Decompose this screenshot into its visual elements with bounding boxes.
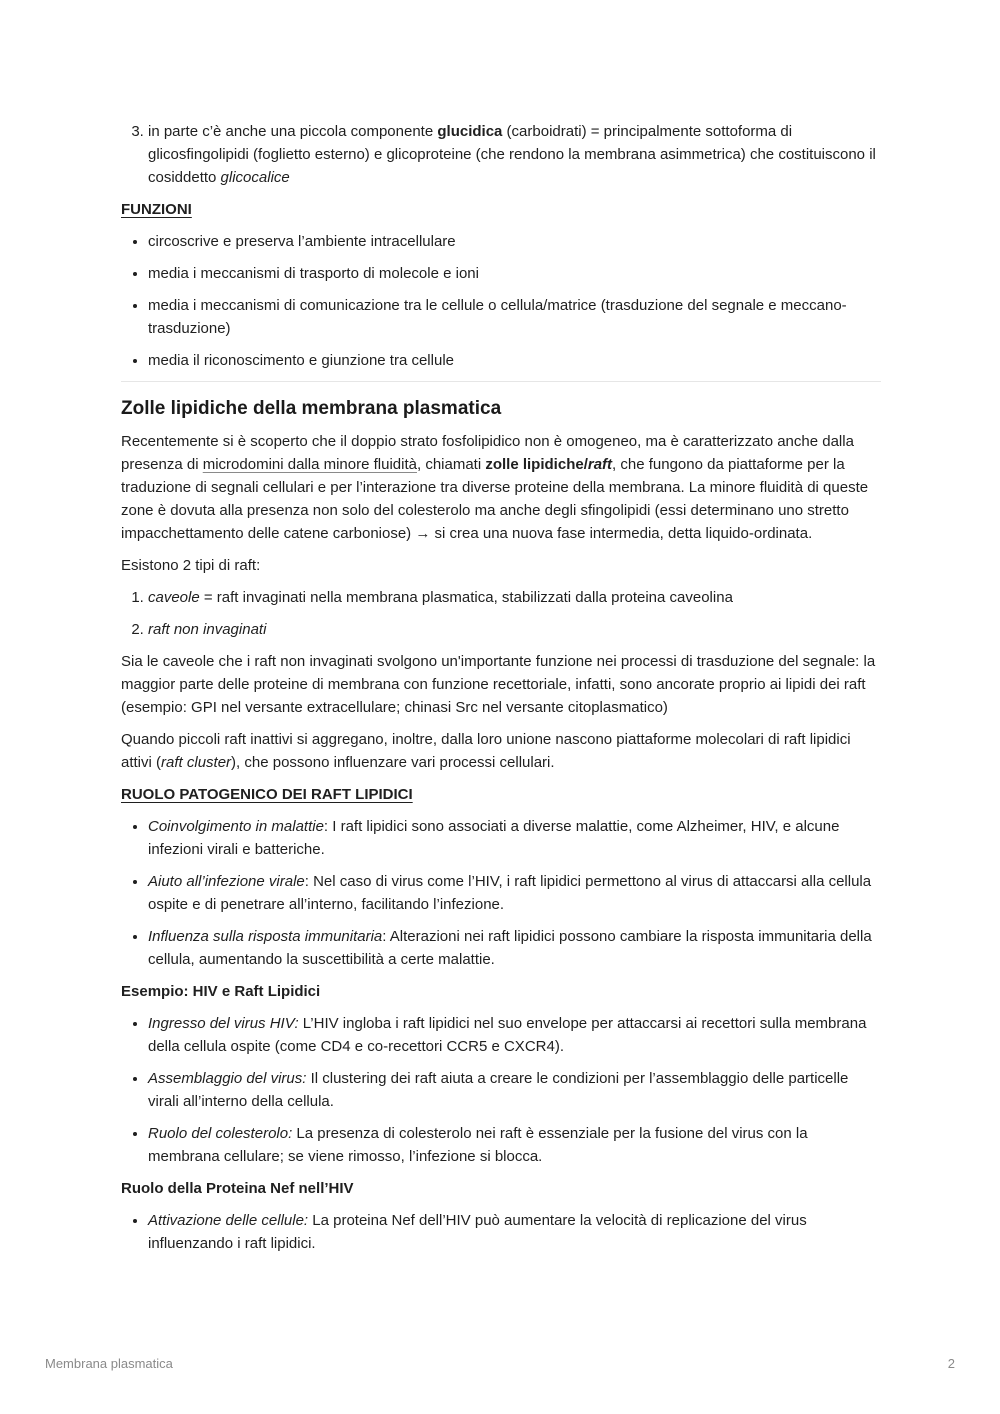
list-item: • Coinvolgimento in malattie: I raft lipidici sono associati a diverse malattie, come Alzheimer, HIV, e alcune infezioni virali e batteriche. bbox=[148, 815, 881, 861]
ruolo-label: RUOLO PATOGENICO DEI RAFT LIPIDICI bbox=[121, 786, 413, 803]
list-item: • media i meccanismi di comunicazione tra le cellule o cellula/matrice (trasduzione del segnale e meccano-trasduzione) bbox=[148, 294, 881, 340]
page-content bbox=[121, 120, 881, 1264]
section-heading: Zolle lipidiche della membrana plasmatica bbox=[121, 398, 502, 419]
paragraph: Recentemente si è scoperto che il doppio strato fosfolipidico non è omogeneo, ma è caratterizzato anche dalla presenza di microdomini dalla minore fluidità, chiamati zolle lipidiche/raft, che fungono da piattaforme per la traduzione di segnali cellulari e per l’interazione tra diverse proteine della membrana. La minore fluidità di queste zone è dovuta alla presenza non solo del colesterolo ma anche degli sfingolipidi (essi determinano uno stretto impacchettamento delle catene carboniose) → si crea una nuova fase intermedia, detta liquido-ordinata. bbox=[121, 433, 869, 542]
list-item: 3. in parte c’è anche una piccola componente glucidica (carboidrati) = principalmente sottoforma di glicosfingolipidi (foglietto esterno) e glicoproteine (che rendono la membrana asimmetrica) che costituiscono il cosiddetto glicocalice bbox=[148, 120, 881, 189]
divider bbox=[121, 381, 881, 382]
list-item: • Influenza sulla risposta immunitaria: Alterazioni nei raft lipidici possono cambiare la risposta immunitaria della cellula, aumentando la suscettibilità a certe malattie. bbox=[148, 925, 881, 971]
paragraph: Quando piccoli raft inattivi si aggregano, inoltre, dalla loro unione nascono piattaforme molecolari di raft lipidici attivi (raft cluster), che possono influenzare vari processi cellulari. bbox=[121, 731, 851, 771]
page-number: 2 bbox=[947, 1356, 955, 1371]
paragraph: Esistono 2 tipi di raft: bbox=[121, 557, 261, 574]
list-item: 1. caveole = raft invaginati nella membrana plasmatica, stabilizzati dalla proteina caveolina bbox=[148, 586, 881, 609]
esempio-list bbox=[121, 1012, 881, 1168]
list-item: • media i meccanismi di trasporto di molecole e ioni bbox=[148, 262, 881, 285]
underlined-text: microdomini dalla minore fluidità bbox=[202, 456, 417, 473]
footer-title: Membrana plasmatica bbox=[45, 1356, 173, 1371]
nef-list bbox=[121, 1209, 881, 1255]
esempio-label: Esempio: HIV e Raft Lipidici bbox=[121, 983, 321, 1000]
raft-types-list bbox=[121, 586, 881, 641]
list-item: • Aiuto all’infezione virale: Nel caso di virus come l’HIV, i raft lipidici permettono al virus di attaccarsi alla cellula ospite e di penetrare all’interno, facilitando l’infezione. bbox=[148, 870, 881, 916]
list-item: 2. raft non invaginati bbox=[148, 618, 881, 641]
nef-label: Ruolo della Proteina Nef nell’HIV bbox=[121, 1180, 354, 1197]
funzioni-list bbox=[121, 230, 881, 372]
composition-list bbox=[121, 120, 881, 189]
list-item: • Attivazione delle cellule: La proteina Nef dell’HIV può aumentare la velocità di replicazione del virus influenzando i raft lipidici. bbox=[148, 1209, 881, 1255]
funzioni-label: FUNZIONI bbox=[121, 201, 192, 218]
list-item: • circoscrive e preserva l’ambiente intracellulare bbox=[148, 230, 881, 253]
list-item: • media il riconoscimento e giunzione tra cellule bbox=[148, 349, 881, 372]
list-item: • Ingresso del virus HIV: L’HIV ingloba i raft lipidici nel suo envelope per attaccarsi ai recettori sulla membrana della cellula ospite (come CD4 e co-recettori CCR5 e CXCR4). bbox=[148, 1012, 881, 1058]
ruolo-list bbox=[121, 815, 881, 971]
list-item: • Ruolo del colesterolo: La presenza di colesterolo nei raft è essenziale per la fusione del virus con la membrana cellulare; se viene rimosso, l’infezione si blocca. bbox=[148, 1122, 881, 1168]
paragraph: Sia le caveole che i raft non invaginati svolgono un'importante funzione nei processi di trasduzione del segnale: la maggior parte delle proteine di membrana con funzione recettoriale, infatti, sono ancorate proprio ai lipidi dei raft (esempio: GPI nel versante extracellulare; chinasi Src nel versante citoplasmatico) bbox=[121, 653, 876, 716]
list-item: • Assemblaggio del virus: Il clustering dei raft aiuta a creare le condizioni per l’assemblaggio delle particelle virali all’interno della cellula. bbox=[148, 1067, 881, 1113]
